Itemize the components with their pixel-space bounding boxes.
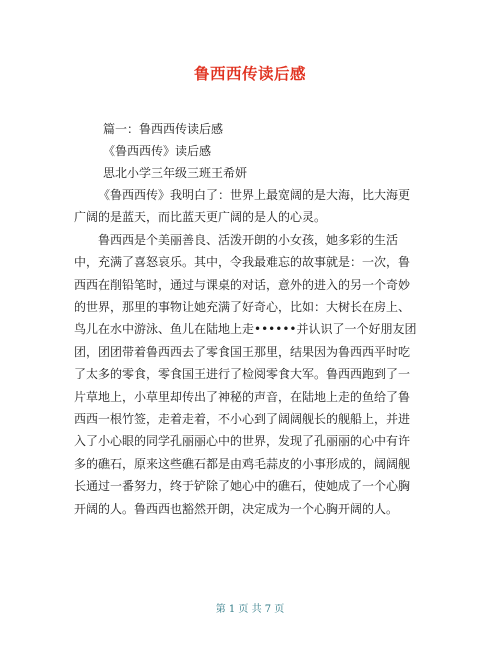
paragraph-1: 《鲁西西传》我明白了：世界上最宽阔的是大海，比大海更广阔的是蓝天，而比蓝天更广阔的是人的心灵。: [74, 188, 411, 225]
paragraph-2: 鲁西西是个美丽善良、活泼开朗的小女孩，她多彩的生活中，充满了喜怒哀乐。其中，令我最难忘的故事就是：一次，鲁西西在削铅笔时，通过与课桌的对话，意外的进入的另一个奇妙的世界，那里的事物让她充满了好奇心，比如：大树长在房上、鸟儿在水中游泳、鱼儿在陆地上走••••••并认识了一个好朋友团团，团团带着鲁西西去了零食国王那里，结果因为鲁西西平时吃了太多的零食，零食国王进行了检阅零食大军。鲁西西跑到了一片草地上，小草里却传出了神秘的声音，在陆地上走的鱼给了鲁西西一根竹签，走着走着，不小心到了阔阔舰长的舰船上，并进入了小心眼的同学孔丽丽心中的世界，发现了孔丽丽的心中有许多的礁石，原来这些礁石都是由鸡毛蒜皮的小事形成的，阔阔舰长通过一番努力，终于铲除了她心中的礁石，使她成了一个心胸开阔的人。鲁西西也豁然开朗，决定成为一个心胸开阔的人。: [74, 232, 417, 516]
heading-book-title: 《鲁西西传》读后感: [103, 144, 212, 158]
document-title: 鲁西西传读后感: [193, 65, 306, 83]
body-text: [74, 184, 420, 520]
heading-part: 篇一：鲁西西传读后感: [103, 122, 224, 136]
page-footer: 第 1 页 共 7 页: [215, 604, 285, 615]
heading-author: 思北小学三年级三班王希妍: [103, 166, 248, 180]
